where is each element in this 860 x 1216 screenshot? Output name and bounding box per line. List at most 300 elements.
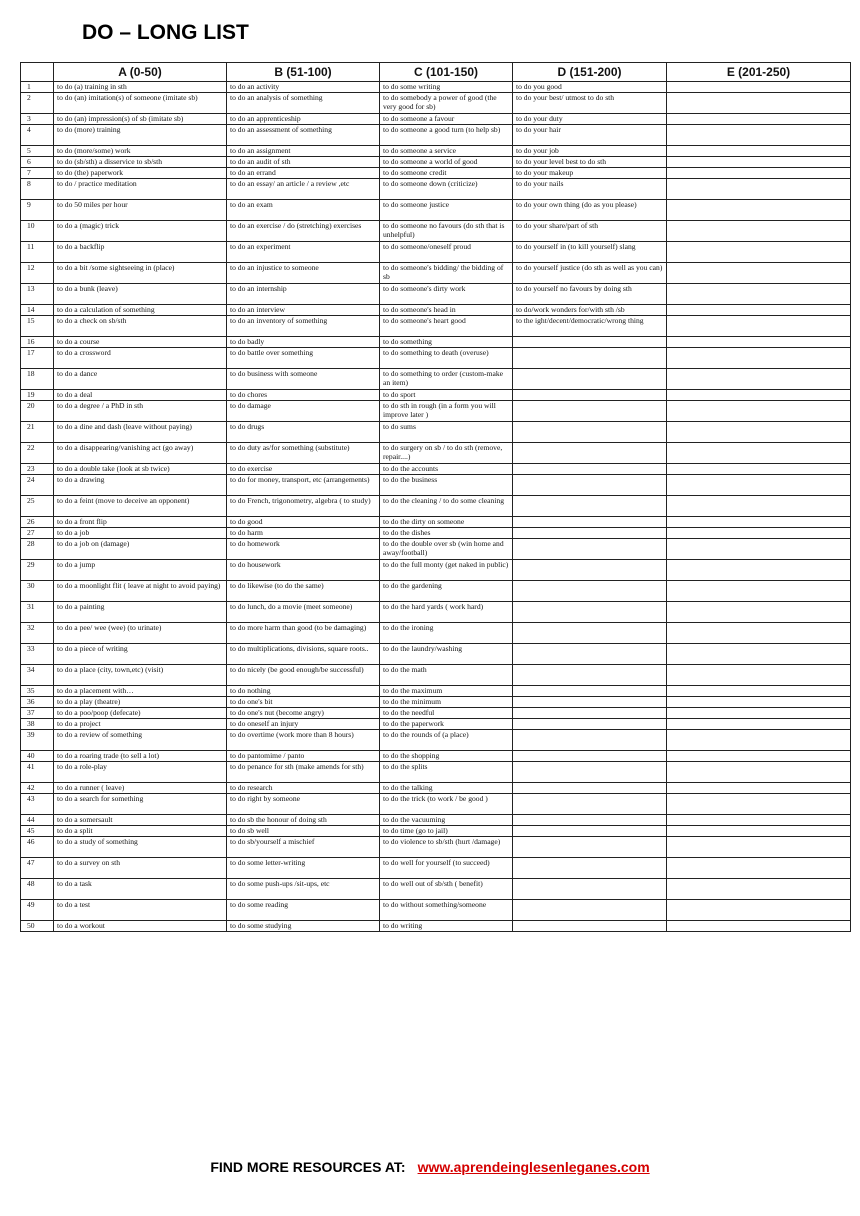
- cell-e: [667, 560, 851, 581]
- cell-number: 3: [21, 114, 54, 125]
- cell-c: to do someone/oneself proud: [380, 242, 513, 263]
- cell-e: [667, 665, 851, 686]
- cell-d: [513, 644, 667, 665]
- cell-e: [667, 263, 851, 284]
- cell-b: to do an activity: [227, 82, 380, 93]
- cell-number: 17: [21, 348, 54, 369]
- table-row: [21, 284, 851, 305]
- cell-a: to do a bit /some sightseeing in (place): [54, 263, 227, 284]
- cell-a: to do a painting: [54, 602, 227, 623]
- cell-e: [667, 390, 851, 401]
- cell-e: [667, 794, 851, 815]
- cell-b: to do an interview: [227, 305, 380, 316]
- table-row: [21, 815, 851, 826]
- cell-b: to do good: [227, 517, 380, 528]
- cell-b: to do harm: [227, 528, 380, 539]
- cell-a: to do a test: [54, 900, 227, 921]
- cell-a: to do a crossword: [54, 348, 227, 369]
- table-row: [21, 390, 851, 401]
- table-row: [21, 157, 851, 168]
- table-row: [21, 221, 851, 242]
- cell-number: 38: [21, 719, 54, 730]
- table-row: [21, 93, 851, 114]
- cell-d: [513, 348, 667, 369]
- cell-a: to do a review of something: [54, 730, 227, 751]
- cell-e: [667, 369, 851, 390]
- cell-number: 29: [21, 560, 54, 581]
- cell-d: [513, 665, 667, 686]
- table-row: [21, 464, 851, 475]
- column-header-number: [21, 63, 54, 82]
- cell-b: to do likewise (to do the same): [227, 581, 380, 602]
- cell-a: to do a jump: [54, 560, 227, 581]
- cell-number: 30: [21, 581, 54, 602]
- cell-number: 28: [21, 539, 54, 560]
- cell-b: to do an inventory of something: [227, 316, 380, 337]
- cell-b: to do some reading: [227, 900, 380, 921]
- cell-b: to do for money, transport, etc (arrangements): [227, 475, 380, 496]
- cell-b: to do an experiment: [227, 242, 380, 263]
- cell-a: to do a play (theatre): [54, 697, 227, 708]
- cell-a: to do a survey on sth: [54, 858, 227, 879]
- table-row: [21, 348, 851, 369]
- cell-e: [667, 125, 851, 146]
- cell-d: [513, 837, 667, 858]
- cell-c: to do the vacuuming: [380, 815, 513, 826]
- cell-a: to do a double take (look at sb twice): [54, 464, 227, 475]
- cell-number: 34: [21, 665, 54, 686]
- cell-a: to do a roaring trade (to sell a lot): [54, 751, 227, 762]
- cell-number: 7: [21, 168, 54, 179]
- cell-a: to do (a) training in sth: [54, 82, 227, 93]
- cell-c: to do the math: [380, 665, 513, 686]
- cell-c: to do the minimum: [380, 697, 513, 708]
- cell-c: to do the double over sb (win home and away/football): [380, 539, 513, 560]
- table-row: [21, 539, 851, 560]
- cell-number: 4: [21, 125, 54, 146]
- cell-c: to do someone a favour: [380, 114, 513, 125]
- cell-b: to do an assignment: [227, 146, 380, 157]
- cell-e: [667, 496, 851, 517]
- table-row: [21, 581, 851, 602]
- cell-d: to do your level best to do sth: [513, 157, 667, 168]
- cell-a: to do (more) training: [54, 125, 227, 146]
- cell-d: to do your best/ utmost to do sth: [513, 93, 667, 114]
- cell-e: [667, 708, 851, 719]
- cell-c: to do sport: [380, 390, 513, 401]
- table-row: [21, 826, 851, 837]
- cell-c: to do the full monty (get naked in public): [380, 560, 513, 581]
- cell-e: [667, 858, 851, 879]
- cell-number: 31: [21, 602, 54, 623]
- cell-c: to do someone's dirty work: [380, 284, 513, 305]
- cell-b: to do penance for sth (make amends for sth): [227, 762, 380, 783]
- cell-c: to do the laundry/washing: [380, 644, 513, 665]
- cell-d: [513, 475, 667, 496]
- table-row: [21, 602, 851, 623]
- cell-d: [513, 401, 667, 422]
- table-row: [21, 475, 851, 496]
- cell-c: to do violence to sb/sth (hurt /damage): [380, 837, 513, 858]
- cell-b: to do sb well: [227, 826, 380, 837]
- cell-a: to do a deal: [54, 390, 227, 401]
- cell-e: [667, 93, 851, 114]
- cell-d: [513, 496, 667, 517]
- cell-d: [513, 783, 667, 794]
- cell-c: to do sth in rough (in a form you will improve later ): [380, 401, 513, 422]
- cell-a: to do a dance: [54, 369, 227, 390]
- cell-c: to do the paperwork: [380, 719, 513, 730]
- cell-d: [513, 697, 667, 708]
- cell-c: to do the splits: [380, 762, 513, 783]
- table-row: [21, 708, 851, 719]
- cell-number: 43: [21, 794, 54, 815]
- cell-e: [667, 751, 851, 762]
- table-row: [21, 730, 851, 751]
- cell-b: to do business with someone: [227, 369, 380, 390]
- cell-c: to do the hard yards ( work hard): [380, 602, 513, 623]
- cell-a: to do a feint (move to deceive an opponent): [54, 496, 227, 517]
- cell-b: to do nicely (be good enough/be successful): [227, 665, 380, 686]
- cell-a: to do a (magic) trick: [54, 221, 227, 242]
- table-row: [21, 644, 851, 665]
- cell-a: to do a role-play: [54, 762, 227, 783]
- cell-d: [513, 539, 667, 560]
- cell-b: to do research: [227, 783, 380, 794]
- cell-e: [667, 602, 851, 623]
- table-row: [21, 900, 851, 921]
- cell-c: to do well out of sb/sth ( benefit): [380, 879, 513, 900]
- cell-c: to do surgery on sb / to do sth (remove, repair....): [380, 443, 513, 464]
- cell-number: 19: [21, 390, 54, 401]
- cell-e: [667, 900, 851, 921]
- cell-d: [513, 581, 667, 602]
- cell-number: 22: [21, 443, 54, 464]
- table-row: [21, 751, 851, 762]
- cell-e: [667, 401, 851, 422]
- cell-c: to do something to death (overuse): [380, 348, 513, 369]
- cell-c: to do the trick (to work / be good ): [380, 794, 513, 815]
- cell-c: to do some writing: [380, 82, 513, 93]
- cell-c: to do the rounds of (a place): [380, 730, 513, 751]
- cell-a: to do a course: [54, 337, 227, 348]
- cell-a: to do a job: [54, 528, 227, 539]
- cell-a: to do (sb/sth) a disservice to sb/sth: [54, 157, 227, 168]
- cell-c: to do the shopping: [380, 751, 513, 762]
- cell-e: [667, 517, 851, 528]
- cell-number: 1: [21, 82, 54, 93]
- cell-number: 41: [21, 762, 54, 783]
- cell-c: to do writing: [380, 921, 513, 932]
- table-row: [21, 762, 851, 783]
- cell-number: 45: [21, 826, 54, 837]
- cell-e: [667, 783, 851, 794]
- cell-e: [667, 168, 851, 179]
- cell-number: 21: [21, 422, 54, 443]
- cell-d: [513, 528, 667, 539]
- cell-c: to do someone a good turn (to help sb): [380, 125, 513, 146]
- table-row: [21, 82, 851, 93]
- cell-number: 8: [21, 179, 54, 200]
- cell-c: to do sums: [380, 422, 513, 443]
- table-row: [21, 858, 851, 879]
- cell-e: [667, 815, 851, 826]
- cell-number: 40: [21, 751, 54, 762]
- cell-b: to do housework: [227, 560, 380, 581]
- cell-b: to do some push-ups /sit-ups, etc: [227, 879, 380, 900]
- cell-c: to do the dishes: [380, 528, 513, 539]
- cell-number: 32: [21, 623, 54, 644]
- cell-c: to do the cleaning / to do some cleaning: [380, 496, 513, 517]
- cell-d: [513, 602, 667, 623]
- table-row: [21, 337, 851, 348]
- cell-d: [513, 815, 667, 826]
- do-long-list-table: [20, 62, 851, 932]
- cell-c: to do someone a world of good: [380, 157, 513, 168]
- cell-d: to do your duty: [513, 114, 667, 125]
- cell-e: [667, 200, 851, 221]
- table-row: [21, 125, 851, 146]
- cell-number: 25: [21, 496, 54, 517]
- cell-a: to do a job on (damage): [54, 539, 227, 560]
- cell-a: to do a workout: [54, 921, 227, 932]
- cell-b: to do some studying: [227, 921, 380, 932]
- cell-c: to do the business: [380, 475, 513, 496]
- cell-b: to do an audit of sth: [227, 157, 380, 168]
- cell-d: to do yourself no favours by doing sth: [513, 284, 667, 305]
- cell-e: [667, 581, 851, 602]
- cell-a: to do a moonlight flit ( leave at night to avoid paying): [54, 581, 227, 602]
- table-row: [21, 443, 851, 464]
- column-header-a: A (0-50): [54, 63, 227, 82]
- table-row: [21, 837, 851, 858]
- cell-b: to do exercise: [227, 464, 380, 475]
- table-row: [21, 783, 851, 794]
- cell-e: [667, 242, 851, 263]
- cell-b: to do an essay/ an article / a review ,etc: [227, 179, 380, 200]
- cell-b: to do damage: [227, 401, 380, 422]
- cell-number: 48: [21, 879, 54, 900]
- footer-label: FIND MORE RESOURCES AT:: [210, 1159, 406, 1175]
- cell-number: 14: [21, 305, 54, 316]
- cell-a: to do a placement with…: [54, 686, 227, 697]
- cell-number: 49: [21, 900, 54, 921]
- cell-d: [513, 443, 667, 464]
- cell-a: to do a study of something: [54, 837, 227, 858]
- cell-d: to do your hair: [513, 125, 667, 146]
- cell-c: to do the gardening: [380, 581, 513, 602]
- cell-a: to do a backflip: [54, 242, 227, 263]
- table-row: [21, 263, 851, 284]
- cell-number: 26: [21, 517, 54, 528]
- table-row: [21, 560, 851, 581]
- cell-b: to do an assessment of something: [227, 125, 380, 146]
- table-row: [21, 146, 851, 157]
- cell-b: to do an exercise / do (stretching) exercises: [227, 221, 380, 242]
- cell-a: to do a pee/ wee (wee) (to urinate): [54, 623, 227, 644]
- table-body: [21, 82, 851, 932]
- cell-d: [513, 719, 667, 730]
- footer-website-link[interactable]: www.aprendeinglesenleganes.com: [417, 1159, 650, 1175]
- cell-e: [667, 82, 851, 93]
- table-row: [21, 665, 851, 686]
- cell-d: to the ight/decent/democratic/wrong thing: [513, 316, 667, 337]
- cell-e: [667, 686, 851, 697]
- cell-e: [667, 305, 851, 316]
- cell-b: to do multiplications, divisions, square roots..: [227, 644, 380, 665]
- cell-number: 44: [21, 815, 54, 826]
- cell-b: to do sb/yourself a mischief: [227, 837, 380, 858]
- cell-number: 10: [21, 221, 54, 242]
- cell-b: to do more harm than good (to be damaging): [227, 623, 380, 644]
- cell-a: to do / practice meditation: [54, 179, 227, 200]
- cell-d: [513, 560, 667, 581]
- cell-b: to do an errand: [227, 168, 380, 179]
- cell-e: [667, 157, 851, 168]
- table-row: [21, 305, 851, 316]
- cell-e: [667, 623, 851, 644]
- cell-c: to do something to order (custom-make an item): [380, 369, 513, 390]
- cell-number: 5: [21, 146, 54, 157]
- table-row: [21, 719, 851, 730]
- cell-a: to do a poo/poop (defecate): [54, 708, 227, 719]
- cell-number: 35: [21, 686, 54, 697]
- cell-e: [667, 443, 851, 464]
- cell-a: to do a runner ( leave): [54, 783, 227, 794]
- cell-d: [513, 517, 667, 528]
- cell-d: to do/work wonders for/with sth /sb: [513, 305, 667, 316]
- cell-number: 39: [21, 730, 54, 751]
- cell-d: to do yourself justice (do sth as well as you can): [513, 263, 667, 284]
- cell-b: to do badly: [227, 337, 380, 348]
- cell-a: to do a search for something: [54, 794, 227, 815]
- cell-d: [513, 369, 667, 390]
- cell-d: to do your makeup: [513, 168, 667, 179]
- cell-number: 46: [21, 837, 54, 858]
- cell-b: to do oneself an injury: [227, 719, 380, 730]
- cell-a: to do a somersault: [54, 815, 227, 826]
- cell-a: to do a piece of writing: [54, 644, 227, 665]
- cell-c: to do someone credit: [380, 168, 513, 179]
- cell-d: [513, 921, 667, 932]
- cell-d: [513, 337, 667, 348]
- table-row: [21, 528, 851, 539]
- cell-e: [667, 146, 851, 157]
- cell-e: [667, 528, 851, 539]
- cell-number: 47: [21, 858, 54, 879]
- cell-e: [667, 879, 851, 900]
- cell-a: to do a check on sb/sth: [54, 316, 227, 337]
- cell-d: [513, 751, 667, 762]
- cell-e: [667, 221, 851, 242]
- cell-c: to do someone no favours (do sth that is unhelpful): [380, 221, 513, 242]
- cell-c: to do the needful: [380, 708, 513, 719]
- cell-d: to do your nails: [513, 179, 667, 200]
- cell-e: [667, 719, 851, 730]
- cell-b: to do battle over something: [227, 348, 380, 369]
- cell-a: to do a place (city, town,etc) (visit): [54, 665, 227, 686]
- cell-b: to do one's nut (become angry): [227, 708, 380, 719]
- cell-number: 37: [21, 708, 54, 719]
- cell-a: to do (an) imitation(s) of someone (imitate sb): [54, 93, 227, 114]
- cell-b: to do French, trigonometry, algebra ( to study): [227, 496, 380, 517]
- cell-e: [667, 348, 851, 369]
- page-title: DO – LONG LIST: [82, 21, 249, 44]
- table-row: [21, 921, 851, 932]
- cell-b: to do homework: [227, 539, 380, 560]
- cell-e: [667, 697, 851, 708]
- cell-d: to do your job: [513, 146, 667, 157]
- cell-c: to do the ironing: [380, 623, 513, 644]
- cell-number: 18: [21, 369, 54, 390]
- cell-e: [667, 921, 851, 932]
- cell-c: to do the accounts: [380, 464, 513, 475]
- cell-e: [667, 730, 851, 751]
- cell-b: to do an apprenticeship: [227, 114, 380, 125]
- cell-b: to do overtime (work more than 8 hours): [227, 730, 380, 751]
- cell-e: [667, 826, 851, 837]
- table-header-row: [21, 63, 851, 82]
- table-row: [21, 697, 851, 708]
- cell-b: to do an exam: [227, 200, 380, 221]
- cell-b: to do an analysis of something: [227, 93, 380, 114]
- cell-a: to do a task: [54, 879, 227, 900]
- cell-a: to do a degree / a PhD in sth: [54, 401, 227, 422]
- cell-d: [513, 858, 667, 879]
- cell-d: [513, 879, 667, 900]
- cell-a: to do a split: [54, 826, 227, 837]
- cell-d: [513, 762, 667, 783]
- cell-c: to do the maximum: [380, 686, 513, 697]
- cell-e: [667, 284, 851, 305]
- cell-a: to do (more/some) work: [54, 146, 227, 157]
- cell-number: 13: [21, 284, 54, 305]
- cell-d: [513, 708, 667, 719]
- cell-e: [667, 114, 851, 125]
- cell-b: to do right by someone: [227, 794, 380, 815]
- cell-number: 6: [21, 157, 54, 168]
- column-header-d: D (151-200): [513, 63, 667, 82]
- cell-number: 2: [21, 93, 54, 114]
- cell-c: to do someone's bidding/ the bidding of sb: [380, 263, 513, 284]
- cell-e: [667, 316, 851, 337]
- cell-number: 12: [21, 263, 54, 284]
- table-row: [21, 168, 851, 179]
- cell-e: [667, 644, 851, 665]
- cell-d: [513, 826, 667, 837]
- table-row: [21, 794, 851, 815]
- cell-c: to do without something/someone: [380, 900, 513, 921]
- cell-c: to do someone a service: [380, 146, 513, 157]
- table-row: [21, 623, 851, 644]
- cell-a: to do a bunk (leave): [54, 284, 227, 305]
- cell-d: to do your share/part of sth: [513, 221, 667, 242]
- cell-d: [513, 900, 667, 921]
- cell-d: to do you good: [513, 82, 667, 93]
- cell-d: [513, 422, 667, 443]
- column-header-e: E (201-250): [667, 63, 851, 82]
- cell-number: 24: [21, 475, 54, 496]
- cell-d: to do your own thing (do as you please): [513, 200, 667, 221]
- cell-number: 20: [21, 401, 54, 422]
- cell-number: 42: [21, 783, 54, 794]
- cell-b: to do one's bit: [227, 697, 380, 708]
- table-row: [21, 179, 851, 200]
- cell-number: 11: [21, 242, 54, 263]
- table-row: [21, 401, 851, 422]
- cell-d: [513, 390, 667, 401]
- cell-number: 15: [21, 316, 54, 337]
